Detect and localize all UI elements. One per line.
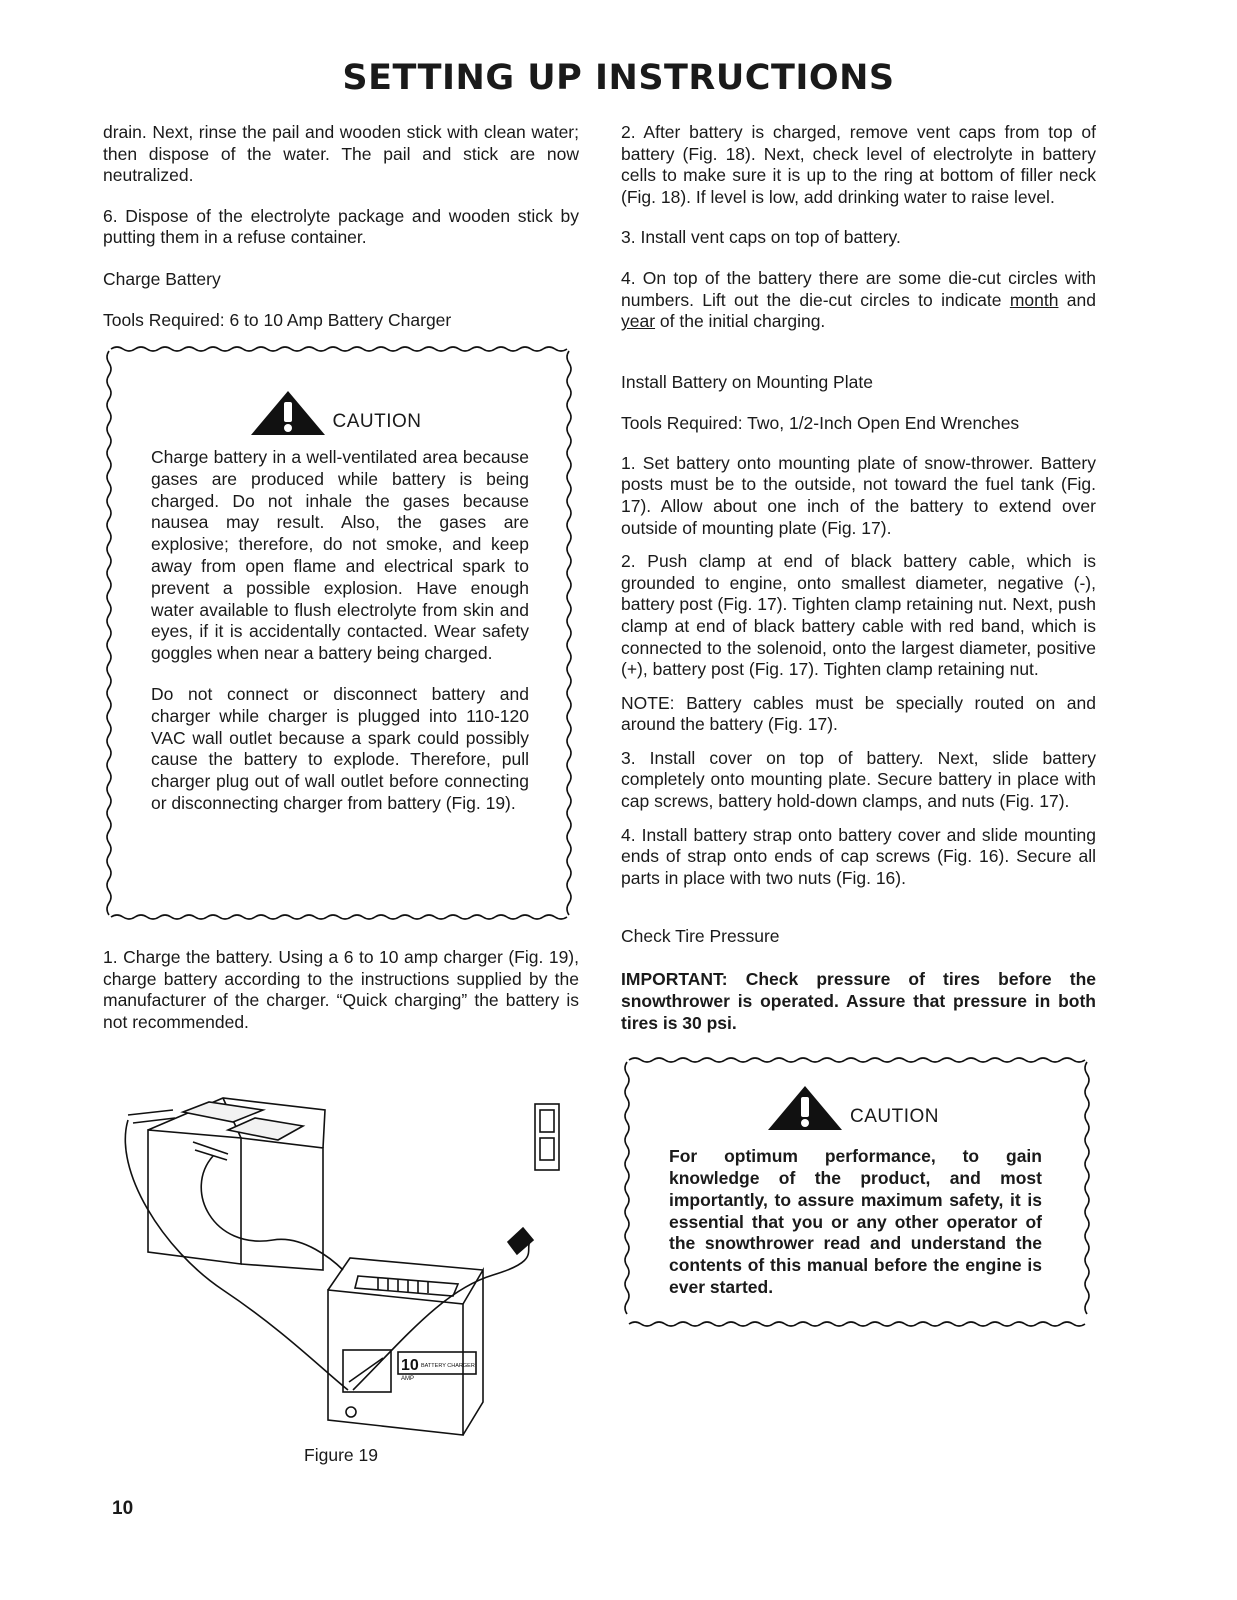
page-number: 10 [112, 1498, 134, 1519]
mount-step-2: 2. Push clamp at end of black battery cable, which is grounded to engine, onto smallest diameter, negative (-), battery post (Fig. 17). Tighten clamp retaining nut. Next, push clamp at end of black battery cable with red band, which is connected to the solenoid, onto the largest diameter, positive (+), battery post (Fig. 17). Tighten clamp retaining nut. [621, 551, 1096, 680]
section-heading-install-battery: Install Battery on Mounting Plate [621, 371, 873, 392]
step-3-install-caps: 3. Install vent caps on top of battery. [621, 227, 901, 248]
important-tire-pressure: IMPORTANT: Check pressure of tires before the snowthrower is operated. Assure that pressure in both tires is 30 psi. [621, 969, 1096, 1033]
step-6: 6. Dispose of the electrolyte package and wooden stick by putting them in a refuse container. [103, 205, 579, 248]
step-4-die-cut: 4. On top of the battery there are some die-cut circles with numbers. Lift out the die-cut circles to indicate month and year of the initial charging. [621, 267, 1097, 332]
underlined-year: year [621, 311, 656, 332]
right-column [621, 122, 1096, 1330]
caution-label: CAUTION [850, 1106, 939, 1128]
note-cables: NOTE: Battery cables must be specially routed on and around the battery (Fig. 17). [621, 692, 1096, 735]
charger-label: BATTERY CHARGER [421, 1363, 475, 1369]
charger-amp-unit: AMP [401, 1376, 415, 1382]
mount-step-3: 3. Install cover on top of battery. Next, slide battery completely onto mounting plate. Secure battery in place with cap screws, battery hold-down clamps, and nuts (Fig. 17). [621, 747, 1096, 812]
caution-text-disconnect: Do not connect or disconnect battery and charger while charger is plugged into 110-120 VAC wall outlet because a spark could possibly cause the battery to explode. Therefore, pull charger plug out of wall outlet before connecting or disconnecting charger from battery (Fig. 19). [151, 683, 529, 813]
underlined-month: month [1009, 289, 1059, 310]
caution-box-manual [621, 1054, 1096, 1330]
tools-required: Tools Required: 6 to 10 Amp Battery Charger [103, 309, 452, 330]
caution-border [621, 1054, 1096, 1330]
caution-label: CAUTION [332, 410, 422, 432]
paragraph-drain: drain. Next, rinse the pail and wooden stick with clean water; then dispose of the water. The pail and stick are now neutralized. [103, 122, 579, 186]
step-1-charge: 1. Charge the battery. Using a 6 to 10 amp charger (Fig. 19), charge battery according to the instructions supplied by the manufacturer of the charger. “Quick charging” the battery is not recommended. [103, 946, 579, 1032]
tools-required-wrenches: Tools Required: Two, 1/2-Inch Open End Wrenches [621, 412, 1020, 433]
caution-text-ventilation: Charge battery in a well-ventilated area because gases are produced while battery is being charged. Do not inhale the gases because nausea may result. Also, the gases are explosive; therefore, do not smoke, and keep away from open flame and electrical spark to prevent a possible explosion. Have enough water available to flush electrolyte from skin and eyes, if it is accidentally contacted. Wear safety goggles when near a battery being charged. [151, 446, 529, 664]
step-2-vent-caps: 2. After battery is charged, remove vent caps from top of battery (Fig. 18). Next, check level of electrolyte in battery cells to make sure it is up to the ring at bottom of filler neck (Fig. 18). If level is low, add drinking water to raise level. [621, 122, 1096, 207]
figure-caption: Figure 19 [304, 1445, 378, 1465]
section-heading-charge-battery: Charge Battery [103, 268, 221, 289]
charger-amp-value: 10 [401, 1357, 419, 1374]
mount-step-4: 4. Install battery strap onto battery cover and slide mounting ends of strap onto ends of cap screws (Fig. 16). Secure all parts in place with two nuts (Fig. 16). [621, 824, 1096, 888]
mount-step-1: 1. Set battery onto mounting plate of snow-thrower. Battery posts must be to the outside, not toward the fuel tank (Fig. 17). Allow about one inch of the battery to extend over outside of mounting plate (Fig. 17). [621, 452, 1096, 538]
caution-text-read-manual: For optimum performance, to gain knowledge of the product, and most importantly, to assure maximum safety, it is essential that you or any other operator of the snowthrower read and understand the contents of this manual before the engine is ever started. [669, 1146, 1042, 1297]
left-column [103, 122, 579, 1033]
caution-box-charging [103, 343, 579, 923]
battery-charger-drawing [103, 1090, 579, 1450]
section-heading-tire-pressure: Check Tire Pressure [621, 926, 780, 947]
caution-border [103, 343, 579, 923]
figure-19-illustration [103, 1090, 579, 1470]
page-title: SETTING UP INSTRUCTIONS [342, 58, 895, 98]
